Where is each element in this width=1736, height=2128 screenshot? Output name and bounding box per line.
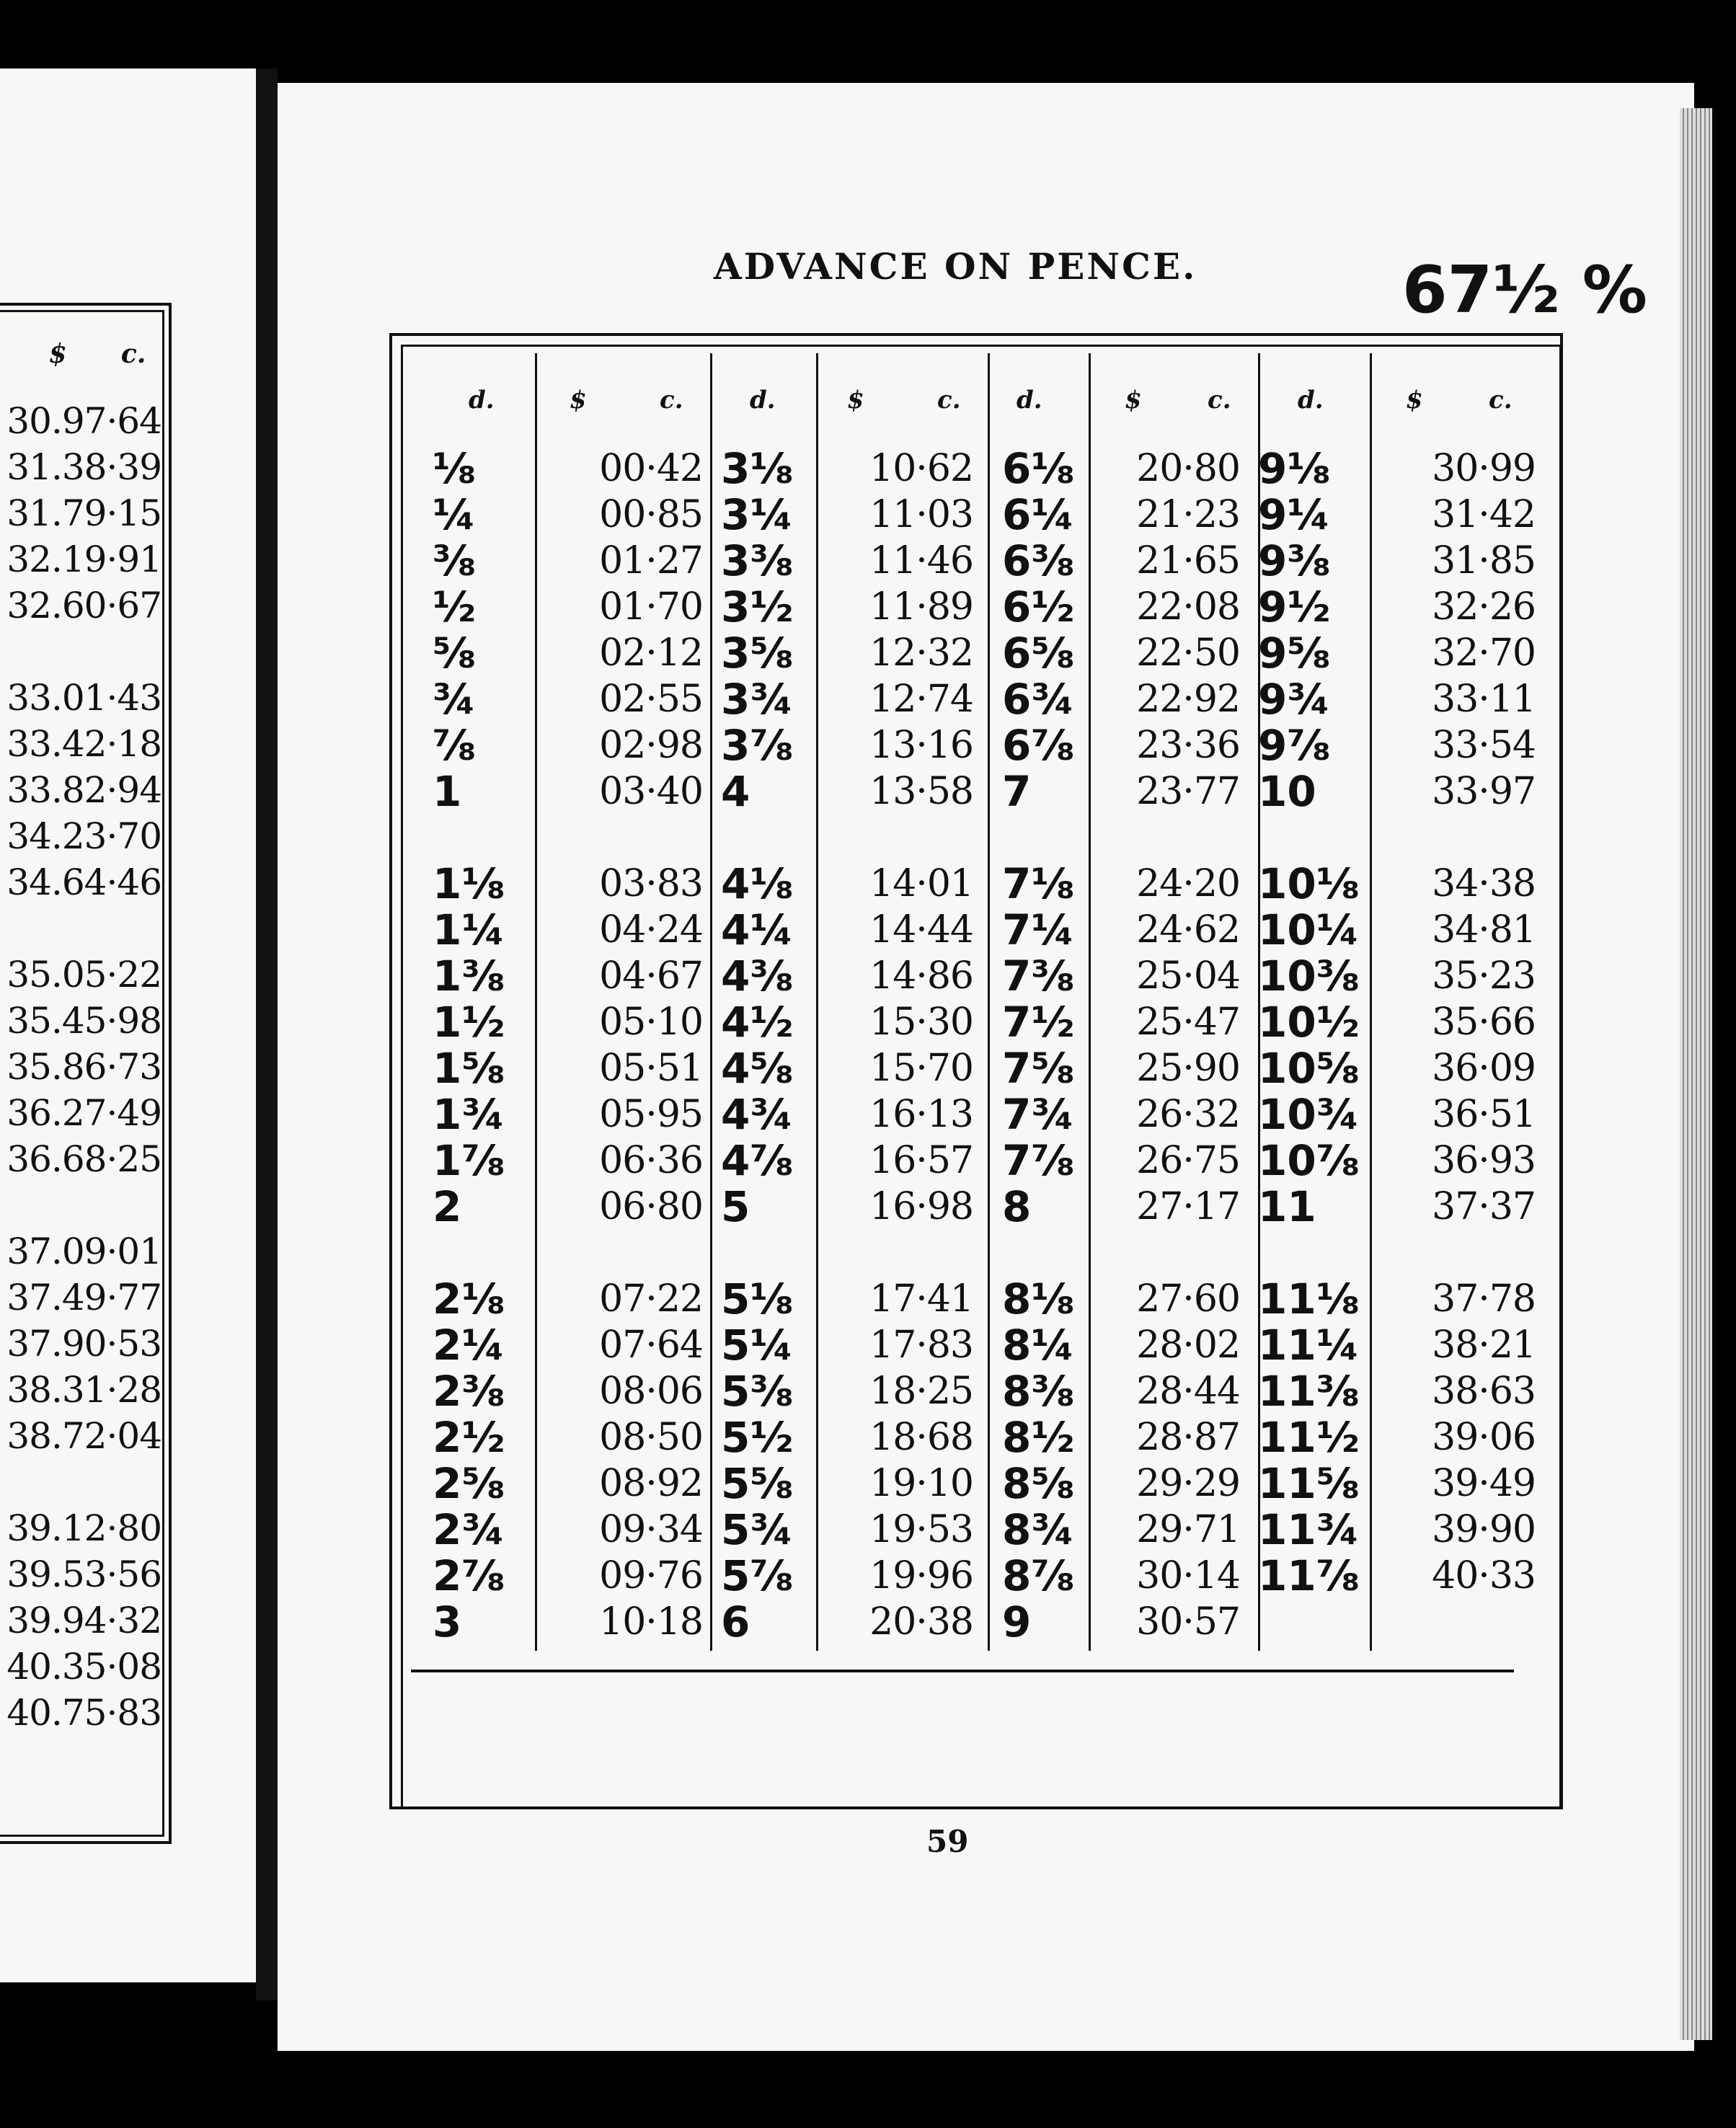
value-cell: 13·16 [869,724,973,767]
column-divider [1370,353,1372,1651]
header-cents: c. [660,386,683,414]
pence-cell: ¾ [433,675,477,724]
value-cell: 19·10 [869,1462,973,1505]
pence-cell: 9½ [1258,582,1331,631]
value-cell: 02·55 [599,678,703,721]
value-cell: 14·01 [869,862,973,905]
value-cell: 05·51 [599,1047,703,1090]
value-cell: 23·77 [1136,770,1240,813]
value-cell: 15·30 [869,1001,973,1044]
pence-cell: 6⅜ [1002,536,1075,585]
pence-cell: 4⅛ [721,859,794,908]
pence-cell: 1¼ [433,905,505,954]
table-bottom-rule [411,1670,1514,1672]
left-table-value: 33.42·18 [6,723,161,765]
pence-cell: 2¾ [433,1505,505,1554]
column-divider [535,353,537,1651]
left-table-value: 39.94·32 [6,1600,161,1641]
value-cell: 23·36 [1136,724,1240,767]
left-table-header [22,339,173,369]
value-cell: 21·65 [1136,539,1240,582]
left-header-dollar: $ [48,339,67,369]
pence-cell: 4⅜ [721,952,794,1001]
header-pence: d. [1298,386,1324,414]
value-cell: 04·67 [599,954,703,998]
left-table-value: 33.01·43 [6,677,161,719]
pence-cell: 4⅝ [721,1044,794,1093]
value-cell: 33·54 [1432,724,1536,767]
value-cell: 22·08 [1136,585,1240,629]
value-cell: 39·90 [1432,1508,1536,1551]
left-table-value: 33.82·94 [6,769,161,811]
value-cell: 22·92 [1136,678,1240,721]
left-table-value: 36.27·49 [6,1092,161,1134]
pence-cell: 3¾ [721,675,794,724]
pence-cell: 6½ [1002,582,1075,631]
pence-cell: 2 [433,1182,462,1231]
pence-cell: 5½ [721,1413,794,1462]
header-cents: c. [1489,386,1513,414]
header-cents: c. [937,386,961,414]
pence-cell: 7¼ [1002,905,1075,954]
pence-cell: 10½ [1258,998,1360,1047]
left-table-value: 34.23·70 [6,815,161,857]
pence-cell: 4½ [721,998,794,1047]
pence-cell: 9⅝ [1258,629,1331,678]
pence-cell: 11¼ [1258,1321,1360,1370]
left-table-value: 37.49·77 [6,1277,161,1318]
pence-cell: ¼ [433,490,477,539]
pence-cell: 6 [721,1597,750,1646]
pence-cell: 7 [1002,767,1032,816]
value-cell: 30·14 [1136,1554,1240,1597]
value-cell: 08·92 [599,1462,703,1505]
left-table-value: 40.35·08 [6,1646,161,1688]
pence-cell: 11⅛ [1258,1274,1360,1324]
value-cell: 09·76 [599,1554,703,1597]
pence-cell: 10 [1258,767,1316,816]
value-cell: 34·81 [1432,908,1536,952]
value-cell: 14·44 [869,908,973,952]
value-cell: 03·83 [599,862,703,905]
pence-cell: 4¾ [721,1090,794,1139]
value-cell: 11·46 [869,539,973,582]
page-number: 59 [926,1824,969,1859]
pence-cell: 6⅝ [1002,629,1075,678]
header-dollars: $ [1406,386,1423,414]
value-cell: 28·02 [1136,1324,1240,1367]
pence-cell: 1⅞ [433,1136,505,1185]
value-cell: 25·90 [1136,1047,1240,1090]
header-pence: d. [469,386,495,414]
pence-cell: 5⅜ [721,1367,794,1416]
value-cell: 06·80 [599,1185,703,1228]
value-cell: 00·85 [599,493,703,536]
pence-cell: 2⅝ [433,1459,505,1508]
pence-cell: 7⅜ [1002,952,1075,1001]
value-cell: 36·51 [1432,1093,1536,1136]
pence-cell: 11⅜ [1258,1367,1360,1416]
pence-cell: 6¼ [1002,490,1075,539]
value-cell: 16·98 [869,1185,973,1228]
left-table-value: 30.97·64 [6,400,161,442]
value-cell: 22·50 [1136,631,1240,675]
column-divider [988,353,990,1651]
value-cell: 08·50 [599,1416,703,1459]
pence-cell: 8⅞ [1002,1551,1075,1600]
value-cell: 24·62 [1136,908,1240,952]
pence-cell: 10⅞ [1258,1136,1360,1185]
value-cell: 19·96 [869,1554,973,1597]
value-cell: 35·66 [1432,1001,1536,1044]
pence-cell: 2⅛ [433,1274,505,1324]
value-cell: 11·03 [869,493,973,536]
left-table-value: 31.79·15 [6,492,161,534]
value-cell: 21·23 [1136,493,1240,536]
pence-cell: 9⅞ [1258,721,1331,770]
pence-cell: 2½ [433,1413,505,1462]
pence-cell: 7¾ [1002,1090,1075,1139]
value-cell: 02·12 [599,631,703,675]
page-title: ADVANCE ON PENCE. [714,245,1197,288]
pence-cell: 5 [721,1182,750,1231]
value-cell: 16·57 [869,1139,973,1182]
pence-cell: 3 [433,1597,462,1646]
header-dollars: $ [1125,386,1142,414]
pence-cell: 10¼ [1258,905,1360,954]
pence-cell: 9¼ [1258,490,1331,539]
value-cell: 20·80 [1136,447,1240,490]
column-divider [1089,353,1091,1651]
pence-cell: 5¼ [721,1321,794,1370]
value-cell: 37·37 [1432,1185,1536,1228]
header-dollars: $ [847,386,864,414]
book-gutter [256,68,278,2000]
value-cell: 39·06 [1432,1416,1536,1459]
value-cell: 08·06 [599,1370,703,1413]
value-cell: 25·04 [1136,954,1240,998]
value-cell: 05·10 [599,1001,703,1044]
pence-cell: 5⅝ [721,1459,794,1508]
pence-cell: 3¼ [721,490,794,539]
left-header-cents: c. [120,339,146,369]
value-cell: 10·62 [869,447,973,490]
value-cell: 07·64 [599,1324,703,1367]
pence-cell: 9 [1002,1597,1032,1646]
percent-label: 67½ % [1402,252,1647,328]
pence-cell: 8¾ [1002,1505,1075,1554]
pence-cell: 4¼ [721,905,794,954]
value-cell: 30·99 [1432,447,1536,490]
pence-cell: 7½ [1002,998,1075,1047]
value-cell: 38·21 [1432,1324,1536,1367]
pence-cell: 7⅞ [1002,1136,1075,1185]
pence-cell: 6⅞ [1002,721,1075,770]
pence-cell: 1⅛ [433,859,505,908]
header-cents: c. [1208,386,1231,414]
value-cell: 15·70 [869,1047,973,1090]
pence-cell: 3⅛ [721,444,794,493]
value-cell: 01·70 [599,585,703,629]
value-cell: 29·29 [1136,1462,1240,1505]
pence-cell: 11 [1258,1182,1316,1231]
value-cell: 19·53 [869,1508,973,1551]
value-cell: 37·78 [1432,1277,1536,1321]
pence-cell: 9⅜ [1258,536,1331,585]
left-table-value: 39.53·56 [6,1553,161,1595]
pence-cell: 1⅝ [433,1044,505,1093]
value-cell: 32·70 [1432,631,1536,675]
left-table-value: 39.12·80 [6,1507,161,1549]
left-table-value: 36.68·25 [6,1138,161,1180]
value-cell: 27·60 [1136,1277,1240,1321]
value-cell: 36·09 [1432,1047,1536,1090]
pence-cell: 10⅜ [1258,952,1360,1001]
pence-cell: 8 [1002,1182,1032,1231]
value-cell: 24·20 [1136,862,1240,905]
left-table-value: 38.72·04 [6,1415,161,1457]
column-divider [816,353,818,1651]
pence-cell: 11⅝ [1258,1459,1360,1508]
pence-cell: 9¾ [1258,675,1331,724]
value-cell: 27·17 [1136,1185,1240,1228]
pence-cell: 8½ [1002,1413,1075,1462]
value-cell: 31·42 [1432,493,1536,536]
left-table-value: 32.60·67 [6,585,161,626]
value-cell: 02·98 [599,724,703,767]
pence-cell: 1¾ [433,1090,505,1139]
pence-cell: 3⅜ [721,536,794,585]
value-cell: 36·93 [1432,1139,1536,1182]
pence-cell: 5¾ [721,1505,794,1554]
pence-cell: 7⅝ [1002,1044,1075,1093]
value-cell: 06·36 [599,1139,703,1182]
pence-cell: 7⅛ [1002,859,1075,908]
value-cell: 01·27 [599,539,703,582]
value-cell: 30·57 [1136,1600,1240,1644]
pence-cell: 10⅛ [1258,859,1360,908]
value-cell: 28·87 [1136,1416,1240,1459]
value-cell: 38·63 [1432,1370,1536,1413]
value-cell: 16·13 [869,1093,973,1136]
left-table-value: 38.31·28 [6,1369,161,1411]
pence-cell: 4 [721,767,750,816]
value-cell: 18·25 [869,1370,973,1413]
value-cell: 34·38 [1432,862,1536,905]
pence-cell: 1½ [433,998,505,1047]
pence-cell: ⅞ [433,721,477,770]
value-cell: 12·32 [869,631,973,675]
page-edges [1680,108,1712,2040]
pence-cell: 2¼ [433,1321,505,1370]
pence-cell: 2⅞ [433,1551,505,1600]
pence-cell: 10¾ [1258,1090,1360,1139]
value-cell: 40·33 [1432,1554,1536,1597]
left-table-value: 31.38·39 [6,446,161,488]
pence-cell: 8¼ [1002,1321,1075,1370]
pence-cell: 3½ [721,582,794,631]
left-table-value: 34.64·46 [6,861,161,903]
left-table-value: 37.90·53 [6,1323,161,1365]
pence-cell: ⅛ [433,444,477,493]
pence-cell: 1 [433,767,462,816]
value-cell: 18·68 [869,1416,973,1459]
pence-cell: 8⅜ [1002,1367,1075,1416]
pence-cell: 8⅛ [1002,1274,1075,1324]
left-table-value: 37.09·01 [6,1231,161,1272]
value-cell: 26·75 [1136,1139,1240,1182]
pence-cell: 8⅝ [1002,1459,1075,1508]
table-frame-inner [401,345,1562,1809]
value-cell: 20·38 [869,1600,973,1644]
left-table-value: 35.05·22 [6,954,161,996]
header-dollars: $ [570,386,587,414]
left-table-value: 40.75·83 [6,1692,161,1734]
column-divider [710,353,712,1651]
value-cell: 11·89 [869,585,973,629]
value-cell: 32·26 [1432,585,1536,629]
value-cell: 29·71 [1136,1508,1240,1551]
value-cell: 14·86 [869,954,973,998]
pence-cell: 11¾ [1258,1505,1360,1554]
value-cell: 05·95 [599,1093,703,1136]
pence-cell: 1⅜ [433,952,505,1001]
value-cell: 09·34 [599,1508,703,1551]
pence-cell: 11½ [1258,1413,1360,1462]
pence-cell: ½ [433,582,477,631]
pence-cell: 3⅝ [721,629,794,678]
left-table-value: 35.86·73 [6,1046,161,1088]
header-pence: d. [750,386,776,414]
pence-cell: 4⅞ [721,1136,794,1185]
pence-cell: 3⅞ [721,721,794,770]
left-table-value: 35.45·98 [6,1000,161,1042]
left-table-value: 32.19·91 [6,538,161,580]
value-cell: 03·40 [599,770,703,813]
header-pence: d. [1017,386,1042,414]
value-cell: 39·49 [1432,1462,1536,1505]
value-cell: 17·83 [869,1324,973,1367]
value-cell: 04·24 [599,908,703,952]
value-cell: 17·41 [869,1277,973,1321]
value-cell: 26·32 [1136,1093,1240,1136]
value-cell: 00·42 [599,447,703,490]
value-cell: 33·97 [1432,770,1536,813]
value-cell: 07·22 [599,1277,703,1321]
pence-cell: 10⅝ [1258,1044,1360,1093]
pence-cell: 5⅞ [721,1551,794,1600]
value-cell: 33·11 [1432,678,1536,721]
pence-cell: 9⅛ [1258,444,1331,493]
pence-cell: 11⅞ [1258,1551,1360,1600]
pence-cell: 5⅛ [721,1274,794,1324]
value-cell: 31·85 [1432,539,1536,582]
value-cell: 10·18 [599,1600,703,1644]
value-cell: 13·58 [869,770,973,813]
pence-cell: ⅝ [433,629,477,678]
pence-cell: ⅜ [433,536,477,585]
pence-cell: 2⅜ [433,1367,505,1416]
value-cell: 12·74 [869,678,973,721]
pence-cell: 6⅛ [1002,444,1075,493]
value-cell: 25·47 [1136,1001,1240,1044]
value-cell: 28·44 [1136,1370,1240,1413]
pence-cell: 6¾ [1002,675,1075,724]
value-cell: 35·23 [1432,954,1536,998]
